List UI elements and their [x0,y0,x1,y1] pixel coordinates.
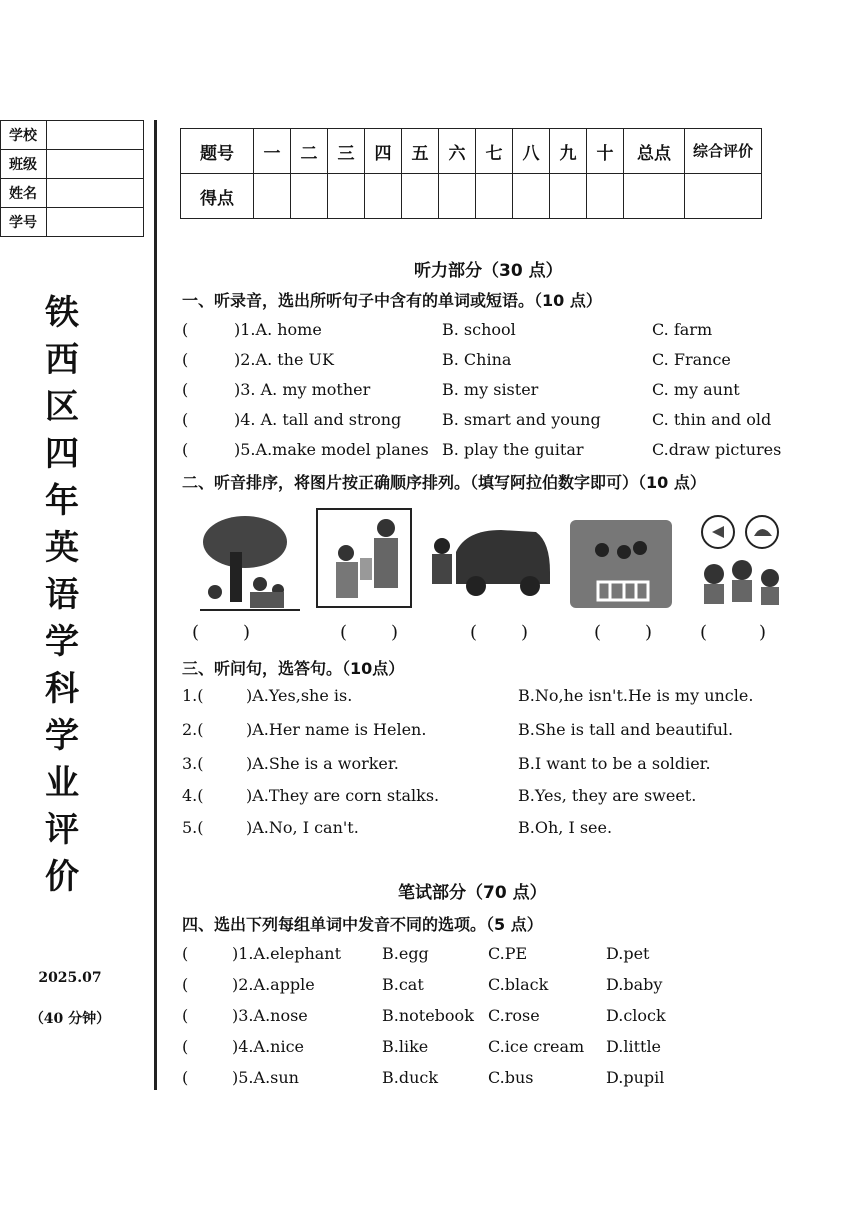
sec4-option-d: D.pupil [606,1068,665,1087]
score-cell[interactable] [587,174,624,219]
name-field[interactable] [47,179,144,208]
sec4-option-d: D.baby [606,975,663,994]
sec3-option-b: B.She is tall and beautiful. [518,720,734,739]
sec4-option-b: B.like [382,1037,429,1056]
title-char: 评 [45,810,79,850]
sec1-option-b: B. China [442,350,512,369]
score-header-question: 题号 [181,129,254,174]
score-header-evaluation: 综合评价 [685,129,762,174]
score-cell[interactable] [685,174,762,219]
score-header-col: 八 [513,129,550,174]
paren-open: ( [594,622,602,643]
exam-date: 2025.07 [38,970,102,986]
listening-title: 听力部分（30 点） [414,261,563,281]
title-char: 西 [45,340,79,380]
score-header-col: 三 [328,129,365,174]
sec4-option-c: C.bus [488,1068,534,1087]
score-cell[interactable] [291,174,328,219]
info-label-id: 学号 [1,208,47,237]
sec1-option-b: B. school [442,320,516,339]
sec4-option-a: )5.A.sun [232,1068,299,1087]
sec4-option-d: D.pet [606,944,650,963]
school-field[interactable] [47,121,144,150]
sec3-number: 2.( [182,720,204,739]
sec4-option-b: B.egg [382,944,429,963]
sec3-option-b: B.No,he isn't.He is my uncle. [518,686,754,705]
paren-open: ( [340,622,348,643]
info-label-name: 姓名 [1,179,47,208]
sec4-option-b: B.duck [382,1068,439,1087]
answer-blank-5[interactable] [700,622,766,643]
sec3-option-a: )A.She is a worker. [246,754,399,773]
exam-title-vertical [30,290,94,901]
score-header-col: 四 [365,129,402,174]
title-char: 学 [45,622,79,662]
score-cell[interactable] [402,174,439,219]
score-header-col: 七 [476,129,513,174]
sec3-option-a: )A.Her name is Helen. [246,720,427,739]
student-info-box [0,120,144,237]
sec4-option-a: )1.A.elephant [232,944,342,963]
sec3-number: 1.( [182,686,204,705]
score-header-col: 九 [550,129,587,174]
paren-close: ) [645,622,653,643]
paren-open: ( [700,622,708,643]
score-row-label: 得点 [181,174,254,219]
section4-title: 四、选出下列每组单词中发音不同的选项。（5 点） [182,915,543,934]
score-cell[interactable] [365,174,402,219]
vertical-divider [154,120,157,1090]
score-cell[interactable] [439,174,476,219]
sec4-option-a: )4.A.nice [232,1037,304,1056]
score-cell[interactable] [254,174,291,219]
title-char: 英 [45,528,79,568]
paren-close: ) [243,622,251,643]
score-cell[interactable] [513,174,550,219]
sec1-option-c: C. my aunt [652,380,740,399]
title-char: 业 [45,763,79,803]
sec1-option-a: )2.A. the UK [234,350,334,369]
sec3-option-a: )A.They are corn stalks. [246,786,440,805]
score-header-col: 五 [402,129,439,174]
title-char: 年 [45,481,79,521]
paren: ( [182,975,189,994]
paren: ( [182,1006,189,1025]
sec3-option-a: )A.No, I can't. [246,818,359,837]
sec4-option-d: D.clock [606,1006,666,1025]
sec4-option-b: B.notebook [382,1006,474,1025]
score-header-col: 一 [254,129,291,174]
paren-close: ) [521,622,529,643]
picnic-under-tree-picture [200,512,300,612]
section1-title: 一、听录音，选出所听句子中含有的单词或短语。（10 点） [182,291,602,310]
info-label-school: 学校 [1,121,47,150]
sec1-option-c: C. France [652,350,731,369]
sec4-option-c: C.ice cream [488,1037,585,1056]
info-label-class: 班级 [1,150,47,179]
sec3-option-a: )A.Yes,she is. [246,686,353,705]
paren: ( [182,944,189,963]
sec1-option-b: B. my sister [442,380,539,399]
section2-title: 二、听音排序，将图片按正确顺序排列。（填写阿拉伯数字即可）（10 点） [182,473,706,492]
sec1-option-c: C.draw pictures [652,440,782,459]
exam-duration: （40 分钟） [29,1011,111,1027]
sec4-option-d: D.little [606,1037,662,1056]
score-header-col: 六 [439,129,476,174]
paren-open: ( [470,622,478,643]
paren-close: ) [759,622,767,643]
sec1-option-a: )3. A. my mother [234,380,371,399]
score-cell[interactable] [476,174,513,219]
title-char: 学 [45,716,79,756]
paren: ( [182,1037,189,1056]
title-char: 区 [45,387,79,427]
score-cell[interactable] [328,174,365,219]
score-table [180,128,762,219]
score-header-col: 二 [291,129,328,174]
title-char: 价 [45,857,79,897]
sec4-option-b: B.cat [382,975,424,994]
shopping-picture [316,508,412,608]
sec4-option-a: )2.A.apple [232,975,315,994]
sec3-option-b: B.I want to be a soldier. [518,754,711,773]
paren: ( [182,1068,189,1087]
sec3-option-b: B.Yes, they are sweet. [518,786,697,805]
sec3-number: 5.( [182,818,204,837]
answer-blank-4[interactable] [594,622,652,643]
score-header-total: 总点 [624,129,685,174]
sec4-option-c: C.rose [488,1006,540,1025]
id-field[interactable] [47,208,144,237]
score-cell[interactable] [624,174,685,219]
class-field[interactable] [47,150,144,179]
sec1-option-c: C. thin and old [652,410,772,429]
family-speech-picture [694,512,794,612]
sec1-option-c: C. farm [652,320,713,339]
sec3-option-b: B.Oh, I see. [518,818,613,837]
sec1-option-a: )1.A. home [234,320,322,339]
sec1-option-a: )4. A. tall and strong [234,410,402,429]
writing-title: 笔试部分（70 点） [398,883,547,903]
sec3-number: 3.( [182,754,204,773]
sec4-option-c: C.black [488,975,549,994]
answer-blank-3[interactable] [470,622,528,643]
answer-blank-2[interactable] [340,622,398,643]
title-char: 科 [45,669,79,709]
pushing-car-picture [426,512,552,612]
street-crossing-picture [568,512,674,612]
section3-title: 三、听问句，选答句。（10点） [182,659,405,678]
paren-close: ) [391,622,399,643]
sec4-option-a: )3.A.nose [232,1006,308,1025]
sec3-number: 4.( [182,786,204,805]
sec1-option-b: B. smart and young [442,410,601,429]
title-char: 语 [45,575,79,615]
sec1-option-b: B. play the guitar [442,440,584,459]
answer-blank-1[interactable] [192,622,250,643]
paren-open: ( [192,622,200,643]
score-cell[interactable] [550,174,587,219]
sec4-option-c: C.PE [488,944,528,963]
sec1-option-a: )5.A.make model planes [234,440,429,459]
score-header-col: 十 [587,129,624,174]
title-char: 铁 [45,293,79,333]
title-char: 四 [45,434,79,474]
